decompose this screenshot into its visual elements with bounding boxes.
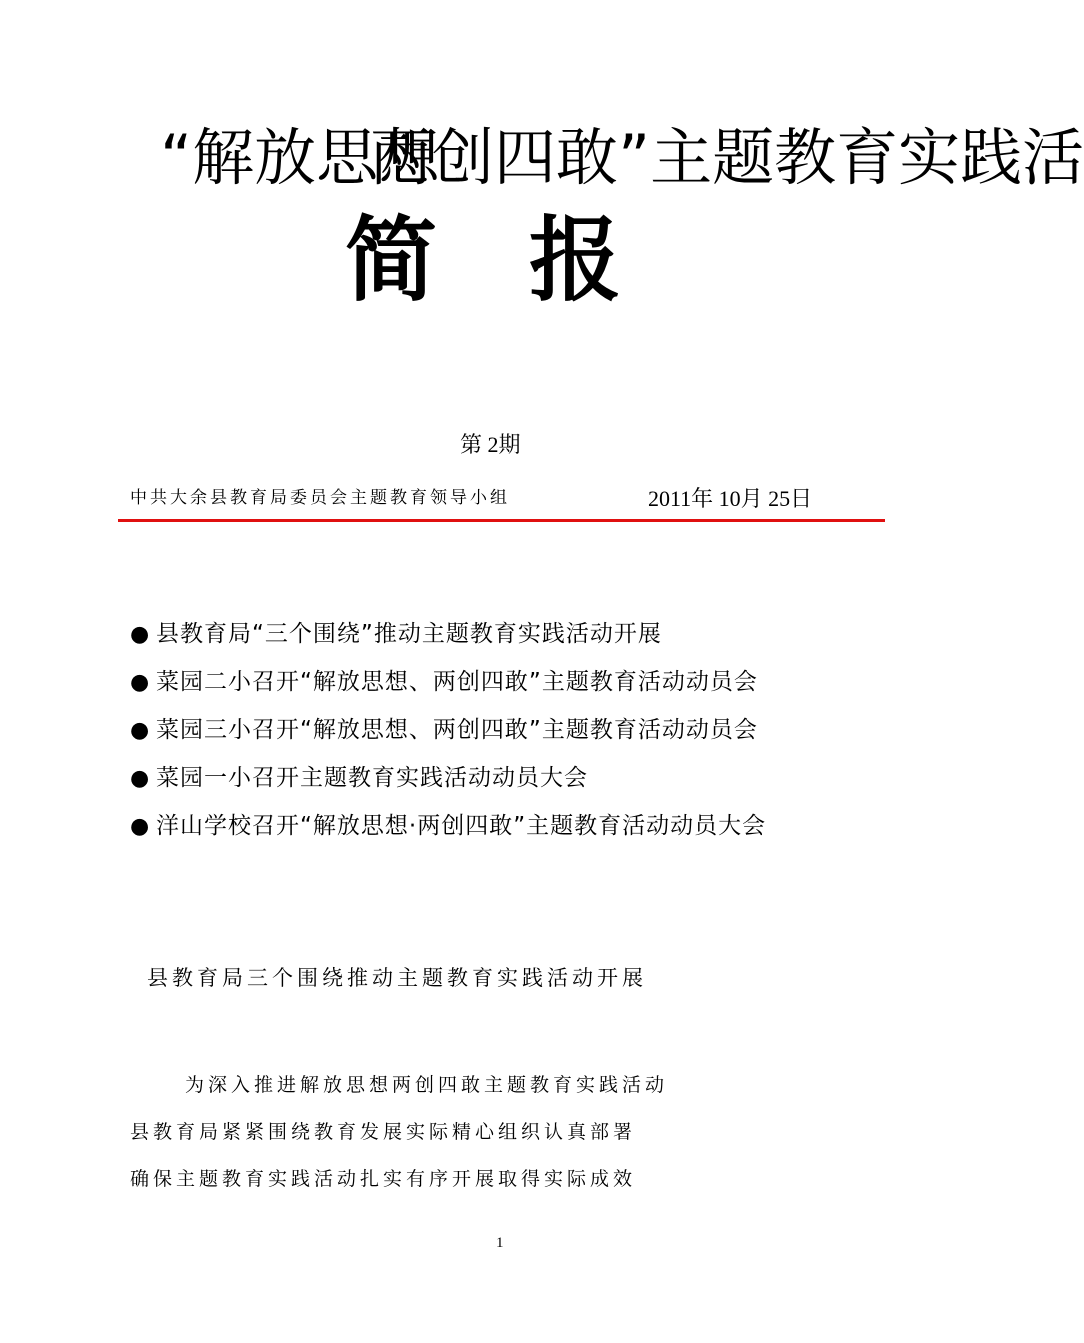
toc-item (130, 806, 766, 854)
toc-item (130, 710, 766, 758)
article-heading: 县教育局三个围绕推动主题教育实践活动开展 (147, 966, 647, 990)
bullet-icon: ● (130, 814, 151, 839)
issuing-organization: 中共大余县教育局委员会主题教育领导小组 (130, 488, 510, 507)
toc-item-text: 菜园二小召开“解放思想、两创四敢”主题教育活动动员会 (156, 669, 758, 695)
issue-number: 第 2期 (460, 432, 521, 457)
bullet-icon: ● (130, 766, 151, 791)
bullet-icon: ● (130, 718, 151, 743)
bullet-icon: ● (130, 670, 151, 695)
article-paragraph-line: 确保主题教育实践活动扎实有序开展取得实际成效 (130, 1169, 637, 1190)
toc-item-text: 县教育局“三个围绕”推动主题教育实践活动开展 (156, 621, 662, 647)
toc-item (130, 662, 766, 710)
toc-item-text: 菜园一小召开主题教育实践活动动员大会 (156, 765, 588, 791)
toc-item (130, 758, 766, 806)
table-of-contents (130, 614, 766, 854)
red-divider-line (118, 519, 885, 522)
toc-item-text: 菜园三小召开“解放思想、两创四敢”主题教育活动动员会 (156, 717, 758, 743)
article-paragraph-line: 县教育局紧紧围绕教育发展实际精心组织认真部署 (130, 1122, 637, 1143)
article-paragraph-line: 为深入推进解放思想两创四敢主题教育实践活动 (185, 1075, 669, 1096)
bullet-icon: ● (130, 622, 151, 647)
banner-title-part2: 两创四敢”主题教育实践活 (370, 121, 1084, 194)
toc-item-text: 洋山学校召开“解放思想·两创四敢”主题教育活动动员大会 (156, 813, 767, 839)
banner-title-part1: “解放思想 (160, 121, 441, 194)
toc-item (130, 614, 766, 662)
page-number: 1 (496, 1235, 504, 1251)
issue-date: 2011年 10月 25日 (648, 486, 813, 511)
bulletin-title: 简报 (345, 206, 714, 314)
